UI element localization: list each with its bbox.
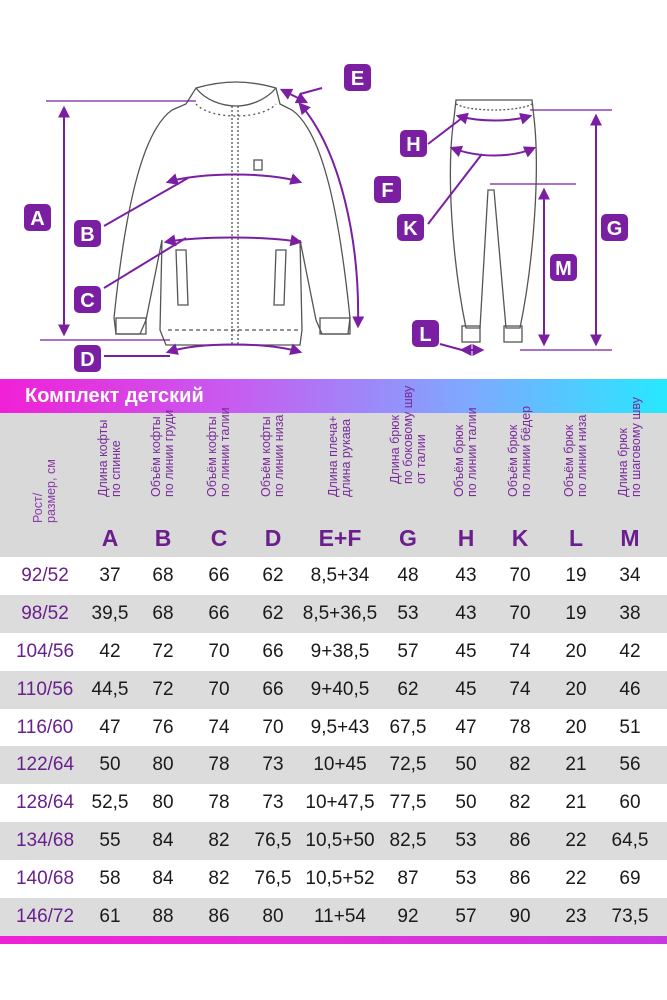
column-header <box>136 409 190 557</box>
badge-k <box>397 214 424 241</box>
table-cell: 9+38,5 <box>310 640 370 662</box>
bottom-accent-bar <box>0 936 667 944</box>
table-row <box>0 709 667 747</box>
column-header <box>548 413 604 557</box>
size-cell: 140/68 <box>15 868 75 890</box>
table-cell: 57 <box>397 640 419 662</box>
column-header-description: Длина брюк по боковому шву от талии <box>387 385 428 484</box>
table-cell: 43 <box>455 602 477 624</box>
table-cell: 58 <box>99 868 121 890</box>
table-cell: 9+40,5 <box>310 678 370 700</box>
size-cell: 134/68 <box>15 830 75 852</box>
table-cell: 21 <box>565 792 587 814</box>
svg-text:G: G <box>606 218 623 240</box>
column-header-description: Объём брюк по линии бёдер <box>506 405 533 497</box>
column-header <box>82 413 138 557</box>
table-cell: 42 <box>99 640 121 662</box>
column-header <box>438 407 494 557</box>
size-table <box>0 557 667 936</box>
table-row <box>0 633 667 671</box>
table-row <box>0 784 667 822</box>
table-cell: 10,5+52 <box>305 868 375 890</box>
table-cell: 20 <box>565 678 587 700</box>
column-header <box>191 407 247 557</box>
table-cell: 45 <box>455 640 477 662</box>
garment-measurement-diagram <box>0 0 667 375</box>
table-cell: 66 <box>262 678 284 700</box>
table-cell: 10+47,5 <box>305 792 375 814</box>
table-cell: 11+54 <box>314 905 366 927</box>
column-header-letter: A <box>101 525 119 551</box>
table-cell: 74 <box>208 716 230 738</box>
table-cell: 22 <box>565 830 587 852</box>
table-cell: 56 <box>619 754 641 776</box>
table-cell: 84 <box>152 868 174 890</box>
table-cell: 10,5+50 <box>305 830 375 852</box>
table-cell: 60 <box>619 792 641 814</box>
table-cell: 70 <box>208 678 230 700</box>
column-header-description: Объём брюк по линии низа <box>562 414 589 497</box>
column-header <box>600 397 660 557</box>
table-cell: 43 <box>455 564 477 586</box>
table-cell: 19 <box>565 602 587 624</box>
table-cell: 72 <box>152 678 174 700</box>
table-cell: 70 <box>509 602 531 624</box>
table-cell: 80 <box>152 754 174 776</box>
table-cell: 46 <box>619 678 641 700</box>
size-cell: 104/56 <box>15 640 75 662</box>
badge-e <box>344 64 371 91</box>
table-cell: 62 <box>262 602 284 624</box>
column-header-letter: B <box>154 525 172 551</box>
size-cell: 110/56 <box>16 678 74 700</box>
column-header-letter: L <box>568 525 584 551</box>
table-cell: 8,5+34 <box>310 564 370 586</box>
title-bar <box>0 379 667 413</box>
size-cell: 146/72 <box>15 905 75 927</box>
table-cell: 76 <box>152 716 174 738</box>
table-cell: 86 <box>208 905 230 927</box>
column-header <box>379 385 437 557</box>
column-header <box>302 413 378 557</box>
table-cell: 62 <box>262 564 284 586</box>
table-cell: 86 <box>509 868 531 890</box>
table-cell: 78 <box>208 792 230 814</box>
table-row <box>0 595 667 633</box>
table-cell: 9,5+43 <box>310 716 370 738</box>
table-cell: 53 <box>455 868 477 890</box>
table-cell: 55 <box>99 830 121 852</box>
table-cell: 44,5 <box>91 678 129 700</box>
column-header-description: Длина плеча+ длина рукава <box>326 415 353 497</box>
table-cell: 62 <box>397 678 419 700</box>
svg-text:L: L <box>419 324 432 346</box>
column-header-description: Объём кофты по линии низа <box>259 414 286 497</box>
svg-text:H: H <box>406 134 421 156</box>
table-cell: 76,5 <box>254 830 292 852</box>
table-cell: 8,5+36,5 <box>302 602 378 624</box>
table-cell: 88 <box>152 905 174 927</box>
badge-h <box>400 130 427 157</box>
table-cell: 22 <box>565 868 587 890</box>
table-cell: 50 <box>99 754 121 776</box>
size-cell: 92/52 <box>21 564 69 586</box>
svg-text:C: C <box>80 290 95 312</box>
table-cell: 19 <box>565 564 587 586</box>
svg-text:F: F <box>381 180 394 202</box>
badge-m <box>550 254 577 281</box>
table-cell: 74 <box>509 678 531 700</box>
table-cell: 57 <box>455 905 477 927</box>
table-cell: 10+45 <box>313 754 367 776</box>
table-cell: 86 <box>509 830 531 852</box>
svg-text:M: M <box>555 258 572 280</box>
table-row <box>0 746 667 784</box>
column-header-letter: G <box>399 525 417 551</box>
table-cell: 70 <box>509 564 531 586</box>
size-cell: 98/52 <box>21 602 69 624</box>
table-row <box>0 860 667 898</box>
table-cell: 66 <box>208 564 230 586</box>
table-cell: 42 <box>619 640 641 662</box>
table-row <box>0 671 667 709</box>
badge-g <box>601 214 628 241</box>
badge-c <box>74 286 101 313</box>
pants-illustration <box>450 100 536 342</box>
badge-a <box>24 204 51 231</box>
size-cell: 122/64 <box>15 754 75 776</box>
table-cell: 90 <box>509 905 531 927</box>
table-cell: 74 <box>509 640 531 662</box>
table-cell: 23 <box>565 905 587 927</box>
column-header-letter: M <box>620 525 640 551</box>
table-cell: 80 <box>152 792 174 814</box>
table-cell: 72 <box>152 640 174 662</box>
table-cell: 39,5 <box>91 602 129 624</box>
table-row <box>0 557 667 595</box>
table-cell: 82 <box>208 868 230 890</box>
column-header-letter: D <box>264 525 282 551</box>
table-cell: 67,5 <box>389 716 427 738</box>
table-cell: 76,5 <box>254 868 292 890</box>
table-cell: 50 <box>455 792 477 814</box>
table-cell: 52,5 <box>91 792 129 814</box>
table-cell: 78 <box>509 716 531 738</box>
table-cell: 66 <box>208 602 230 624</box>
badge-d <box>74 345 101 372</box>
table-cell: 73 <box>262 792 284 814</box>
column-header-description: Рост/ размер, см <box>31 459 58 523</box>
table-cell: 68 <box>152 564 174 586</box>
table-cell: 82 <box>208 830 230 852</box>
svg-text:K: K <box>403 218 418 240</box>
column-header-letter: E+F <box>318 525 362 551</box>
table-cell: 68 <box>152 602 174 624</box>
svg-text:B: B <box>80 224 95 246</box>
table-cell: 50 <box>455 754 477 776</box>
table-cell: 51 <box>619 716 641 738</box>
table-row <box>0 898 667 936</box>
table-cell: 70 <box>208 640 230 662</box>
column-header-description: Длина кофты по спинке <box>96 419 123 497</box>
table-cell: 53 <box>455 830 477 852</box>
table-cell: 66 <box>262 640 284 662</box>
table-cell: 45 <box>455 678 477 700</box>
table-cell: 34 <box>619 564 641 586</box>
column-header-letter: H <box>457 525 475 551</box>
table-cell: 21 <box>565 754 587 776</box>
table-cell: 37 <box>99 564 121 586</box>
table-cell: 69 <box>619 868 641 890</box>
table-cell: 47 <box>455 716 477 738</box>
column-header <box>10 413 80 557</box>
table-cell: 84 <box>152 830 174 852</box>
svg-text:D: D <box>80 349 95 371</box>
table-cell: 70 <box>262 716 284 738</box>
svg-text:A: A <box>30 208 45 230</box>
table-cell: 87 <box>397 868 419 890</box>
table-cell: 82 <box>509 792 531 814</box>
table-cell: 73,5 <box>611 905 649 927</box>
table-cell: 78 <box>208 754 230 776</box>
column-header-letter: C <box>210 525 228 551</box>
column-header-description: Длина брюк по шаговому шву <box>616 397 643 497</box>
size-cell: 128/64 <box>15 792 75 814</box>
column-header-description: Объём кофты по линии талии <box>205 407 232 497</box>
table-cell: 20 <box>565 716 587 738</box>
table-cell: 61 <box>99 905 121 927</box>
table-cell: 82,5 <box>389 830 427 852</box>
page-title: Комплект детский <box>25 385 204 407</box>
table-cell: 77,5 <box>389 792 427 814</box>
table-cell: 47 <box>99 716 121 738</box>
column-header <box>246 413 300 557</box>
column-header <box>493 405 547 557</box>
table-cell: 73 <box>262 754 284 776</box>
badge-l <box>412 320 439 347</box>
badge-f <box>374 176 401 203</box>
table-cell: 20 <box>565 640 587 662</box>
table-cell: 72,5 <box>389 754 427 776</box>
column-header-description: Объём кофты по линии груди <box>149 409 176 497</box>
table-cell: 82 <box>509 754 531 776</box>
table-cell: 48 <box>397 564 419 586</box>
table-cell: 64,5 <box>611 830 649 852</box>
table-cell: 80 <box>262 905 284 927</box>
svg-text:E: E <box>350 68 365 90</box>
table-cell: 92 <box>397 905 419 927</box>
jacket-illustration <box>114 82 350 345</box>
table-row <box>0 822 667 860</box>
badge-b <box>74 220 101 247</box>
table-cell: 38 <box>619 602 641 624</box>
size-cell: 116/60 <box>16 716 74 738</box>
table-cell: 53 <box>397 602 419 624</box>
column-header-letter: K <box>511 525 529 551</box>
measurement-lines <box>40 88 612 356</box>
column-header-description: Объём брюк по линии талии <box>452 407 479 497</box>
